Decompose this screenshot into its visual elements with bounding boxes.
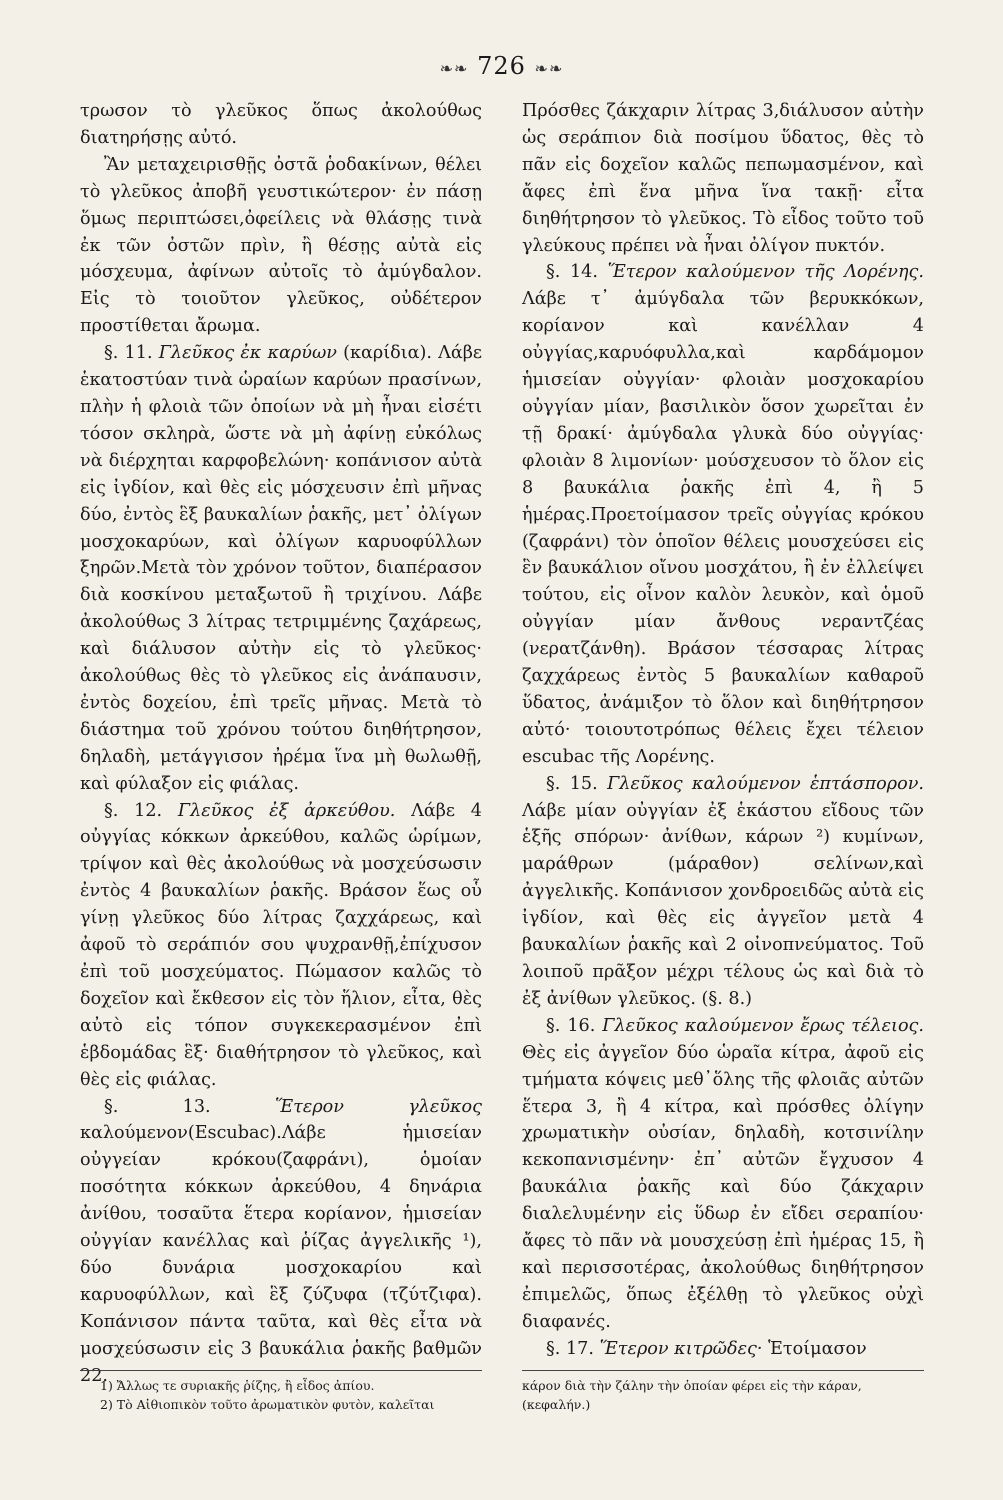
section-14 <box>522 259 924 770</box>
section-11-number: §. 11. <box>104 343 153 364</box>
left-column <box>80 98 482 1390</box>
section-12-heading: Γλεῦκος ἐξ ἀρκεύθου. <box>177 800 396 821</box>
section-13 <box>80 1094 482 1390</box>
section-16-number: §. 16. <box>546 1015 596 1036</box>
paragraph-peach-stones: Ἂν μεταχειρισθῇς ὀστᾶ ῥοδακίνων, θέλει τὸ γλεῦκος ἀποβῆ γευστικώτερον· ἐν πάσῃ ὅμως περιπτώσει,ὀφείλεις νὰ θλάσῃς τινὰ ἐκ τῶν ὀστῶν πρὶν, ἢ θέσῃς αὐτὰ εἰς μόσχευμα, ἀφίνων αὐτοῖς τὸ ἀμύγδαλον. Εἰς τὸ τοιοῦτον γλεῦκος, οὐδέτερον προστίθεται ἄρωμα. <box>80 154 482 337</box>
footnote-rule-left <box>80 1370 482 1371</box>
footnote-1: 1) Ἄλλως τε συριακῆς ῥίζης, ἢ εἶδος ἀπίου. <box>100 1378 375 1393</box>
section-14-heading: Ἕτερον καλούμενον τῆς Λορένης. <box>607 262 924 283</box>
footnotes-right <box>522 1376 924 1414</box>
section-13-number: §. 13. <box>104 1096 211 1117</box>
section-12 <box>80 798 482 1094</box>
section-17 <box>522 1336 924 1363</box>
section-11-body: (καρίδια). Λάβε ἑκατοστύαν τινὰ ὡραίων καρύων πρασίνων, πλὴν ἡ φλοιὰ τῶν ὁποίων νὰ μὴ ἦναι εἰσέτι τόσον σκληρὰ, ὥστε νὰ μὴ ἀφίνῃ εὐκόλως νὰ διέρχηται καρφοβελώνη· κοπάνισον αὐτὰ εἰς ἰγδίον, καὶ θὲς εἰς μόσχευσιν ἐπὶ μῆνας δύο, ἐντὸς ἓξ βαυκαλίων ῥακῆς, μετ᾽ ὀλίγων μοσχοκαρύων, καὶ ὀλίγων καρυοφύλλων ξηρῶν.Μετὰ τὸν χρόνον τοῦτον, διαπέρασον διὰ κοσκίνου μεταξωτοῦ ἢ τριχίνου. Λάβε ἀκολούθως 3 λίτρας τετριμμένης ζαχάρεως, καὶ διάλυσον αὐτὴν εἰς τὸ γλεῦκος· ἀκολούθως θὲς τὸ γλεῦκος εἰς ἀνάπαυσιν, ἐντὸς δοχείου, ἐπὶ τρεῖς μῆνας. Μετὰ τὸ διάστημα τοῦ χρόνου τούτου διηθήτρησον, δηλαδὴ, μετάγγισον ἠρέμα ἵνα μὴ θωλωθῇ, καὶ φύλαξον εἰς φιάλας. <box>80 343 483 794</box>
section-13-heading: Ἕτερον γλεῦκος <box>274 1096 483 1117</box>
section-16-body: Θὲς εἰς ἀγγεῖον δύο ὡραῖα κίτρα, ἀφοῦ εἰς τμήματα κόψεις μεθ᾽ὅλης τῆς φλοιᾶς αὐτῶν ἕτερα 3, ἢ 4 κίτρα, καὶ πρόσθες ὀλίγην χρωματικὴν οὐσίαν, δηλαδὴ, κοτσινίλην κεκοπανισμένην· ἐπ᾽ αὐτῶν ἔγχυσον 4 βαυκάλια ῥακῆς καὶ δύο ζάκχαριν διαλελυμένην εἰς ὕδωρ ἐν εἴδει σεραπίου· ἄφες τὸ πᾶν νὰ μουσχεύσῃ ἐπὶ ἡμέρας 15, ἢ καὶ περισσοτέρας, ἀκολούθως διηθήτρησον ἐπιμελῶς, ὅπως ἐξέλθῃ τὸ γλεῦκος οὐχὶ διαφανές. <box>522 1042 924 1332</box>
section-17-number: §. 17. <box>546 1338 594 1359</box>
footnote-2: 2) Τὸ Αἰθιοπικὸν τοῦτο ἀρωματικὸν φυτὸν, καλεῖται <box>100 1397 435 1412</box>
section-14-number: §. 14. <box>546 262 598 283</box>
section-12-number: §. 12. <box>104 800 163 821</box>
page-number: 726 <box>477 52 526 80</box>
footnote-rule-right <box>522 1370 924 1371</box>
ornament-left: ❧❧ <box>439 59 469 78</box>
section-16-heading: Γλεῦκος καλούμενον ἔρως τέλειος. <box>602 1015 924 1036</box>
footnotes-left <box>100 1376 502 1414</box>
paragraph-continuation: τρωσον τὸ γλεῦκος ὅπως ἀκολούθως διατηρήσῃς αὐτό. <box>80 101 482 148</box>
section-15-body: Λάβε μίαν οὐγγίαν ἐξ ἑκάστου εἴδους τῶν ἑξῆς σπόρων· ἀνίθων, κάρων ²) κυμίνων, μαράθρων (μάραθον) σελίνων,καὶ ἀγγελικῆς. Κοπάνισον χονδροειδῶς αὐτὰ εἰς ἰγδίον, καὶ θὲς εἰς ἀγγεῖον μετὰ 4 βαυκαλίων ῥακῆς καὶ 2 οἰνοπνεύματος. Τοῦ λοιποῦ πρᾶξον μέχρι τέλους ὡς καὶ διὰ τὸ ἐξ ἀνίθων γλεῦκος. (§. 8.) <box>522 800 924 1009</box>
section-13-body: καλούμενον(Escubac).Λάβε ἡμισείαν οὐγγείαν κρόκου(ζαφράνι), ὁμοίαν ποσότητα κόκκων ἀρκεύθου, 4 δηνάρια ἀνίθου, τοσαῦτα ἕτερα κορίανον, ἡμισείαν οὐγγίαν κανέλλας καὶ ῥίζας ἀγγελικῆς ¹), δύο δυνάρια μοσχοκαρίου καὶ καρυοφύλλων, καὶ ἓξ ζύζυφα (τζύτζιφα). Κοπάνισον πάντα ταῦτα, καὶ θὲς εἶτα νὰ μοσχεύσωσιν εἰς 3 βαυκάλια ῥακῆς βαθμῶν 22. <box>80 1123 482 1386</box>
section-11 <box>80 340 482 797</box>
page-header <box>0 52 1003 80</box>
section-17-body: Ἑτοίμασον <box>768 1338 867 1359</box>
ornament-right: ❧❧ <box>534 59 564 78</box>
section-15-heading: Γλεῦκος καλούμενον ἑπτάσπορον. <box>607 773 925 794</box>
section-17-heading: Ἕτερον κιτρῶδες· <box>599 1338 763 1359</box>
section-15-number: §. 15. <box>546 773 598 794</box>
section-12-body: Λάβε 4 οὐγγίας κόκκων ἀρκεύθου, καλῶς ὡρίμων, τρίψον καὶ θὲς ἀκολούθως νὰ μοσχεύσωσιν ἐντὸς 4 βαυκαλίων ῥακῆς. Βράσον ἕως οὗ γίνῃ γλεῦκος δύο λίτρας ζαχχάρεως, καὶ ἀφοῦ τὸ σεράπιόν σου ψυχρανθῇ,ἐπίχυσον ἐπὶ τοῦ μοσχεύματος. Πώμασον καλῶς τὸ δοχεῖον καὶ ἔκθεσον εἰς τὸν ἥλιον, εἶτα, θὲς αὐτὸ εἰς τόπον συγκεκερασμένον ἐπὶ ἑβδομάδας ἓξ· διαθήτρησον τὸ γλεῦκος, καὶ θὲς εἰς φιάλας. <box>80 800 482 1090</box>
paragraph-continuation-right: Πρόσθες ζάκχαριν λίτρας 3,διάλυσον αὐτὴν ὡς σεράπιον διὰ ποσίμου ὕδατος, θὲς τὸ πᾶν εἰς δοχεῖον καλῶς πεπωμασμένον, καὶ ἄφες ἐπὶ ἕνα μῆνα ἵνα τακῇ· εἶτα διηθήτρησον τὸ γλεῦκος. Τὸ εἶδος τοῦτο τοῦ γλεύκους πρέπει νὰ ἦναι ὀλίγον πυκτόν. <box>522 101 924 256</box>
section-15 <box>522 771 924 1013</box>
footnote-2-continued: κάρον διὰ τὴν ζάλην τὴν ὁποίαν φέρει εἰς τὴν κάραν, (κεφαλήν.) <box>522 1378 862 1412</box>
section-11-heading: Γλεῦκος ἐκ καρύων <box>158 343 337 364</box>
section-16 <box>522 1013 924 1336</box>
section-14-body: Λάβε τ᾽ ἀμύγδαλα τῶν βερυκκόκων, κορίανον καὶ κανέλλαν 4 οὐγγίας,καρυόφυλλα,καὶ καρδάμομον ἡμισείαν οὐγγίαν· φλοιὰν μοσχοκαρίου οὐγγίαν μίαν, βασιλικὸν ὅσον χωρεῖται ἐν τῇ δρακί· ἀμύγδαλα γλυκὰ δύο οὐγγίας· φλοιὰν 8 λιμονίων· μούσχευσον τὸ ὅλον εἰς 8 βαυκάλια ῥακῆς ἐπὶ 4, ἢ 5 ἡμέρας.Προετοίμασον τρεῖς οὐγγίας κρόκου (ζαφράνι) τὸν ὁποῖον θέλεις μουσχεύσει εἰς ἓν βαυκάλιον οἴνου μοσχάτου, ἢ ἐν ἐλλείψει τούτου, εἰς οἶνον καλὸν λευκὸν, καὶ ὁμοῦ οὐγγίαν μίαν ἄνθους νεραντζέας (νερατζάνθη). Βράσον τέσσαρας λίτρας ζαχχάρεως ἐντὸς 5 βαυκαλίων καθαροῦ ὕδατος, ἀνάμιξον τὸ ὅλον καὶ διηθήτρησον αὐτό· τοιουτοτρόπως θέλεις ἔχει τέλειον escubac τῆς Λορένης. <box>522 289 924 767</box>
right-column <box>522 98 924 1363</box>
